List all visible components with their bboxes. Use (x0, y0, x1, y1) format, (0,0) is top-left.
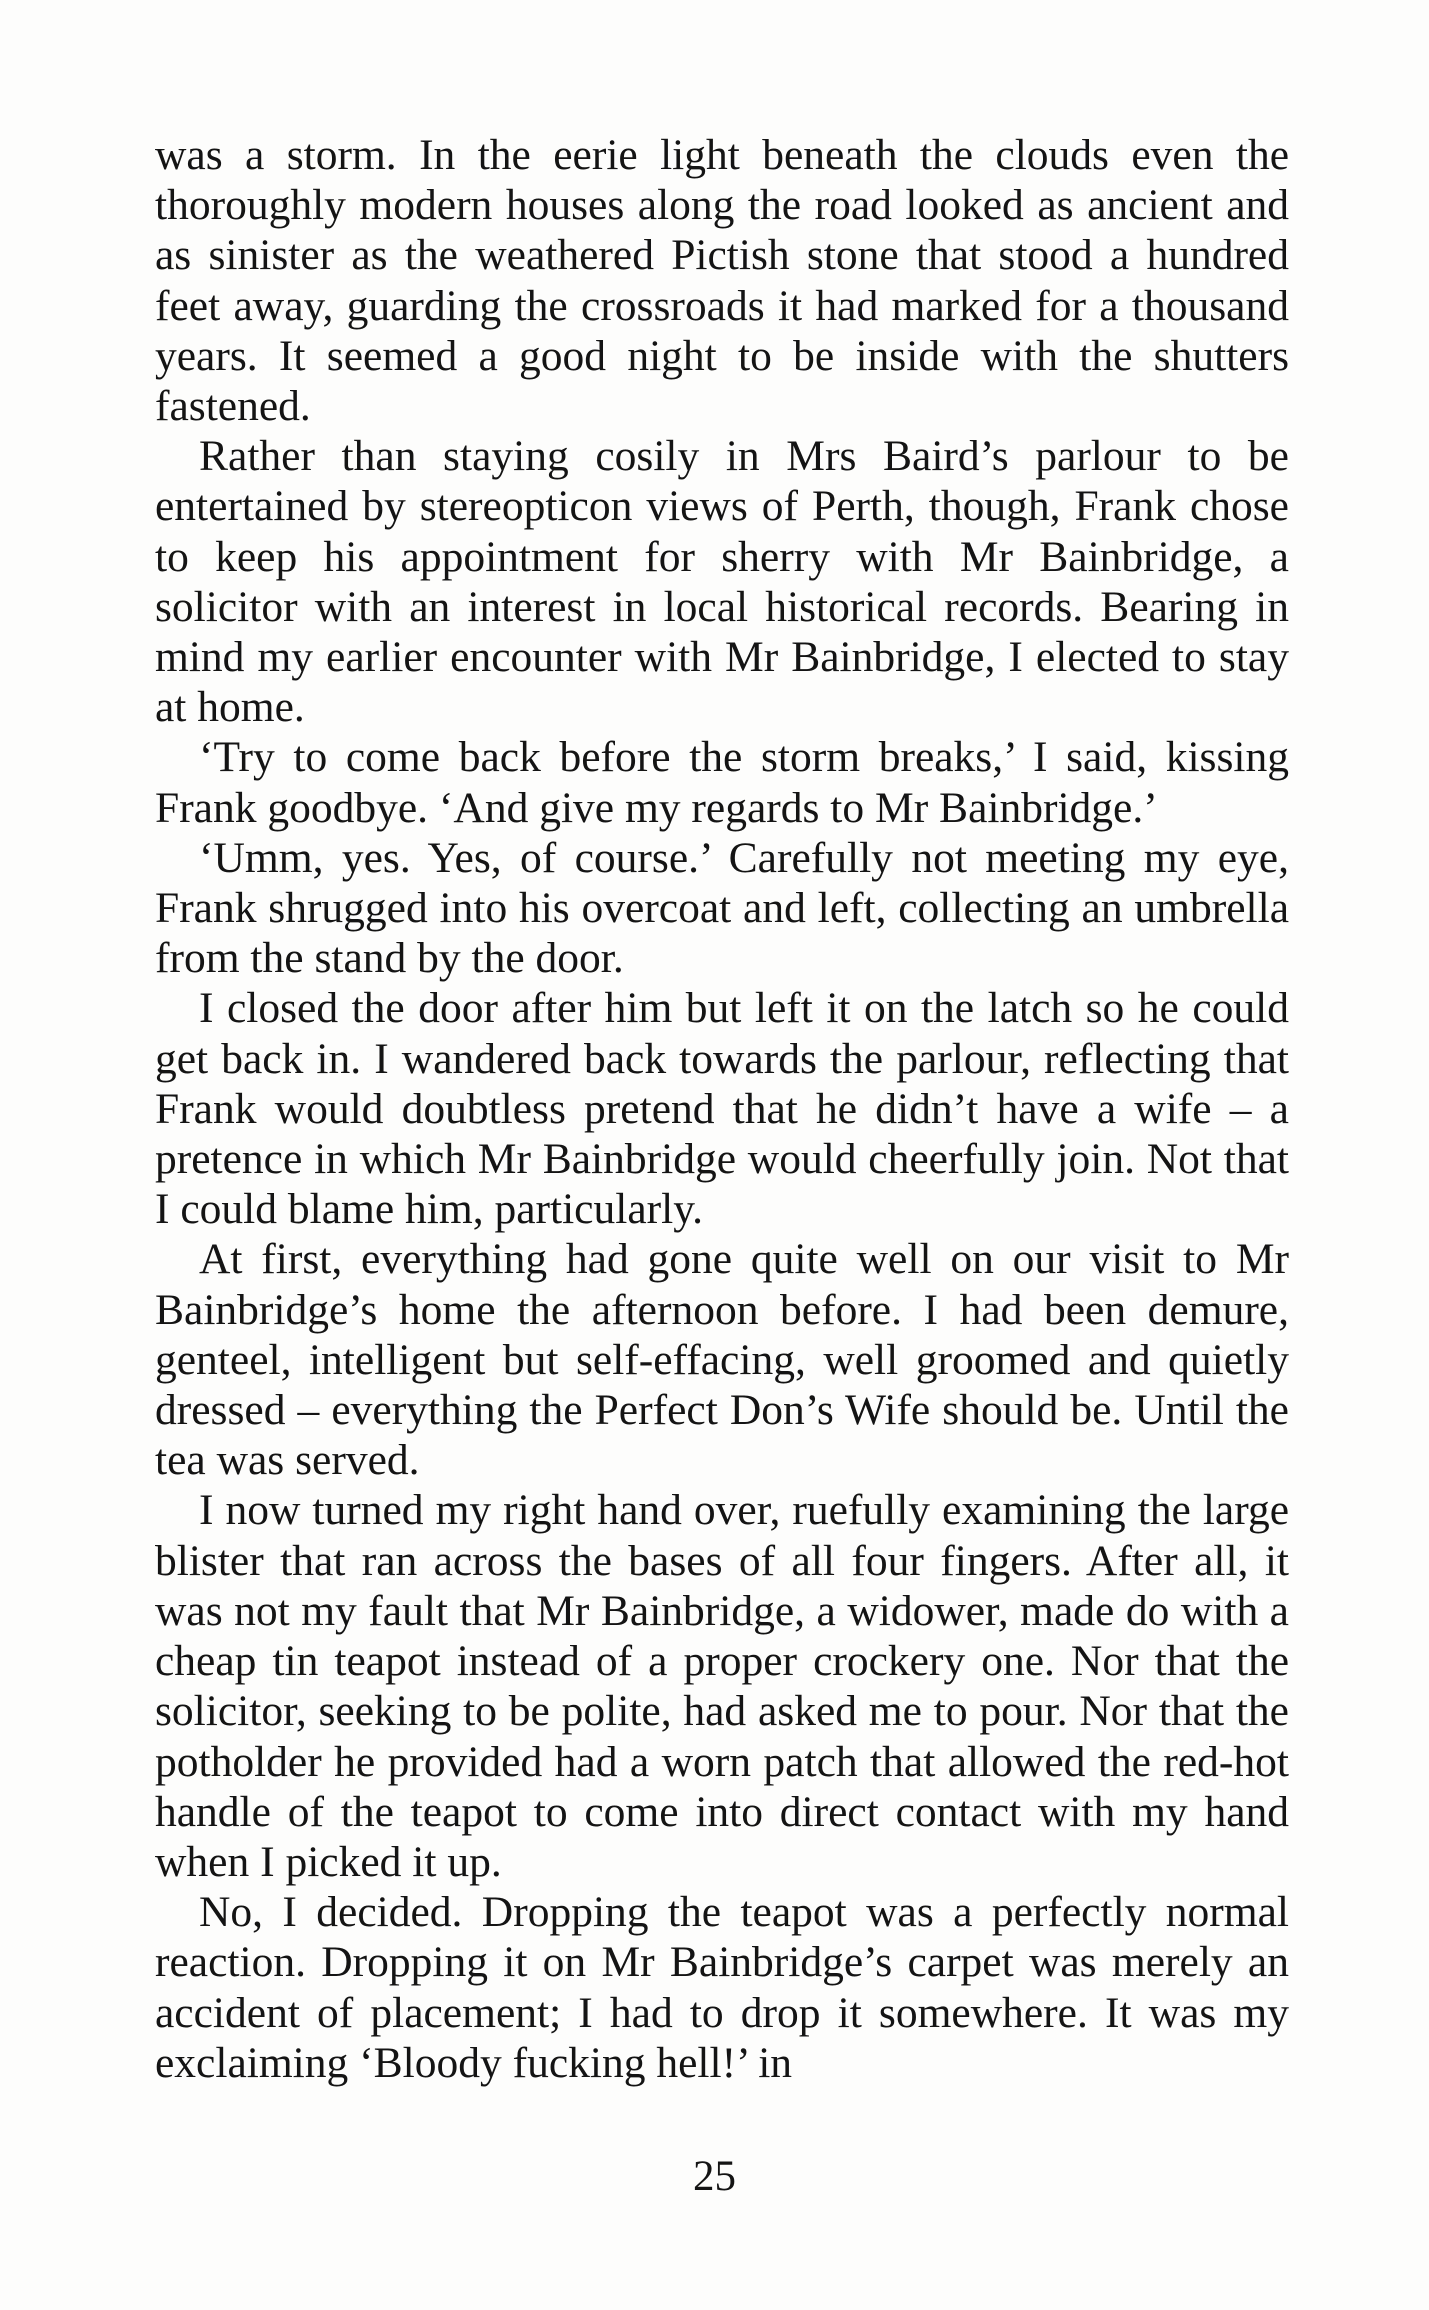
page-number: 25 (693, 2153, 736, 2200)
paragraph-4: ‘Umm, yes. Yes, of course.’ Carefully not meeting my eye, Frank shrugged into his overcoat and left, collecting an umbrella from the stand by the door. (155, 833, 1289, 983)
paragraph-5: I closed the door after him but left it on the latch so he could get back in. I wandered back towards the parlour, reflecting that Frank would doubtless pretend that he didn’t have a wife – a pretence in which Mr Bainbridge would cheerfully join. Not that I could blame him, particularly. (155, 984, 1289, 1234)
body-text (155, 130, 1289, 2088)
paragraph-2: Rather than staying cosily in Mrs Baird’s parlour to be entertained by stereopticon views of Perth, though, Frank chose to keep his appointment for sherry with Mr Bainbridge, a solicitor with an interest in local historical records. Bearing in mind my earlier encounter with Mr Bainbridge, I elected to stay at home. (155, 432, 1289, 732)
paragraph-7: I now turned my right hand over, ruefully examining the large blister that ran across the bases of all four fingers. After all, it was not my fault that Mr Bainbridge, a widower, made do with a cheap tin teapot instead of a proper crockery one. Nor that the solicitor, seeking to be polite, had asked me to pour. Nor that the potholder he provided had a worn patch that allowed the red-hot handle of the teapot to come into direct contact with my hand when I picked it up. (155, 1486, 1289, 1886)
paragraph-8: No, I decided. Dropping the teapot was a perfectly normal reaction. Dropping it on Mr Bainbridge’s carpet was merely an accident of placement; I had to drop it somewhere. It was my exclaiming ‘Bloody fucking hell!’ in (155, 1888, 1289, 2087)
paragraph-1: was a storm. In the eerie light beneath the clouds even the thoroughly modern houses along the road looked as ancient and as sinister as the weathered Pictish stone that stood a hundred feet away, guarding the crossroads it had marked for a thousand years. It seemed a good night to be inside with the shutters fastened. (155, 131, 1289, 431)
paragraph-3: ‘Try to come back before the storm breaks,’ I said, kissing Frank goodbye. ‘And give my regards to Mr Bainbridge.’ (155, 733, 1289, 832)
paragraph-6: At first, everything had gone quite well on our visit to Mr Bainbridge’s home the afternoon before. I had been demure, genteel, intelligent but self-effacing, well groomed and quietly dressed – everything the Perfect Don’s Wife should be. Until the tea was served. (155, 1235, 1289, 1485)
